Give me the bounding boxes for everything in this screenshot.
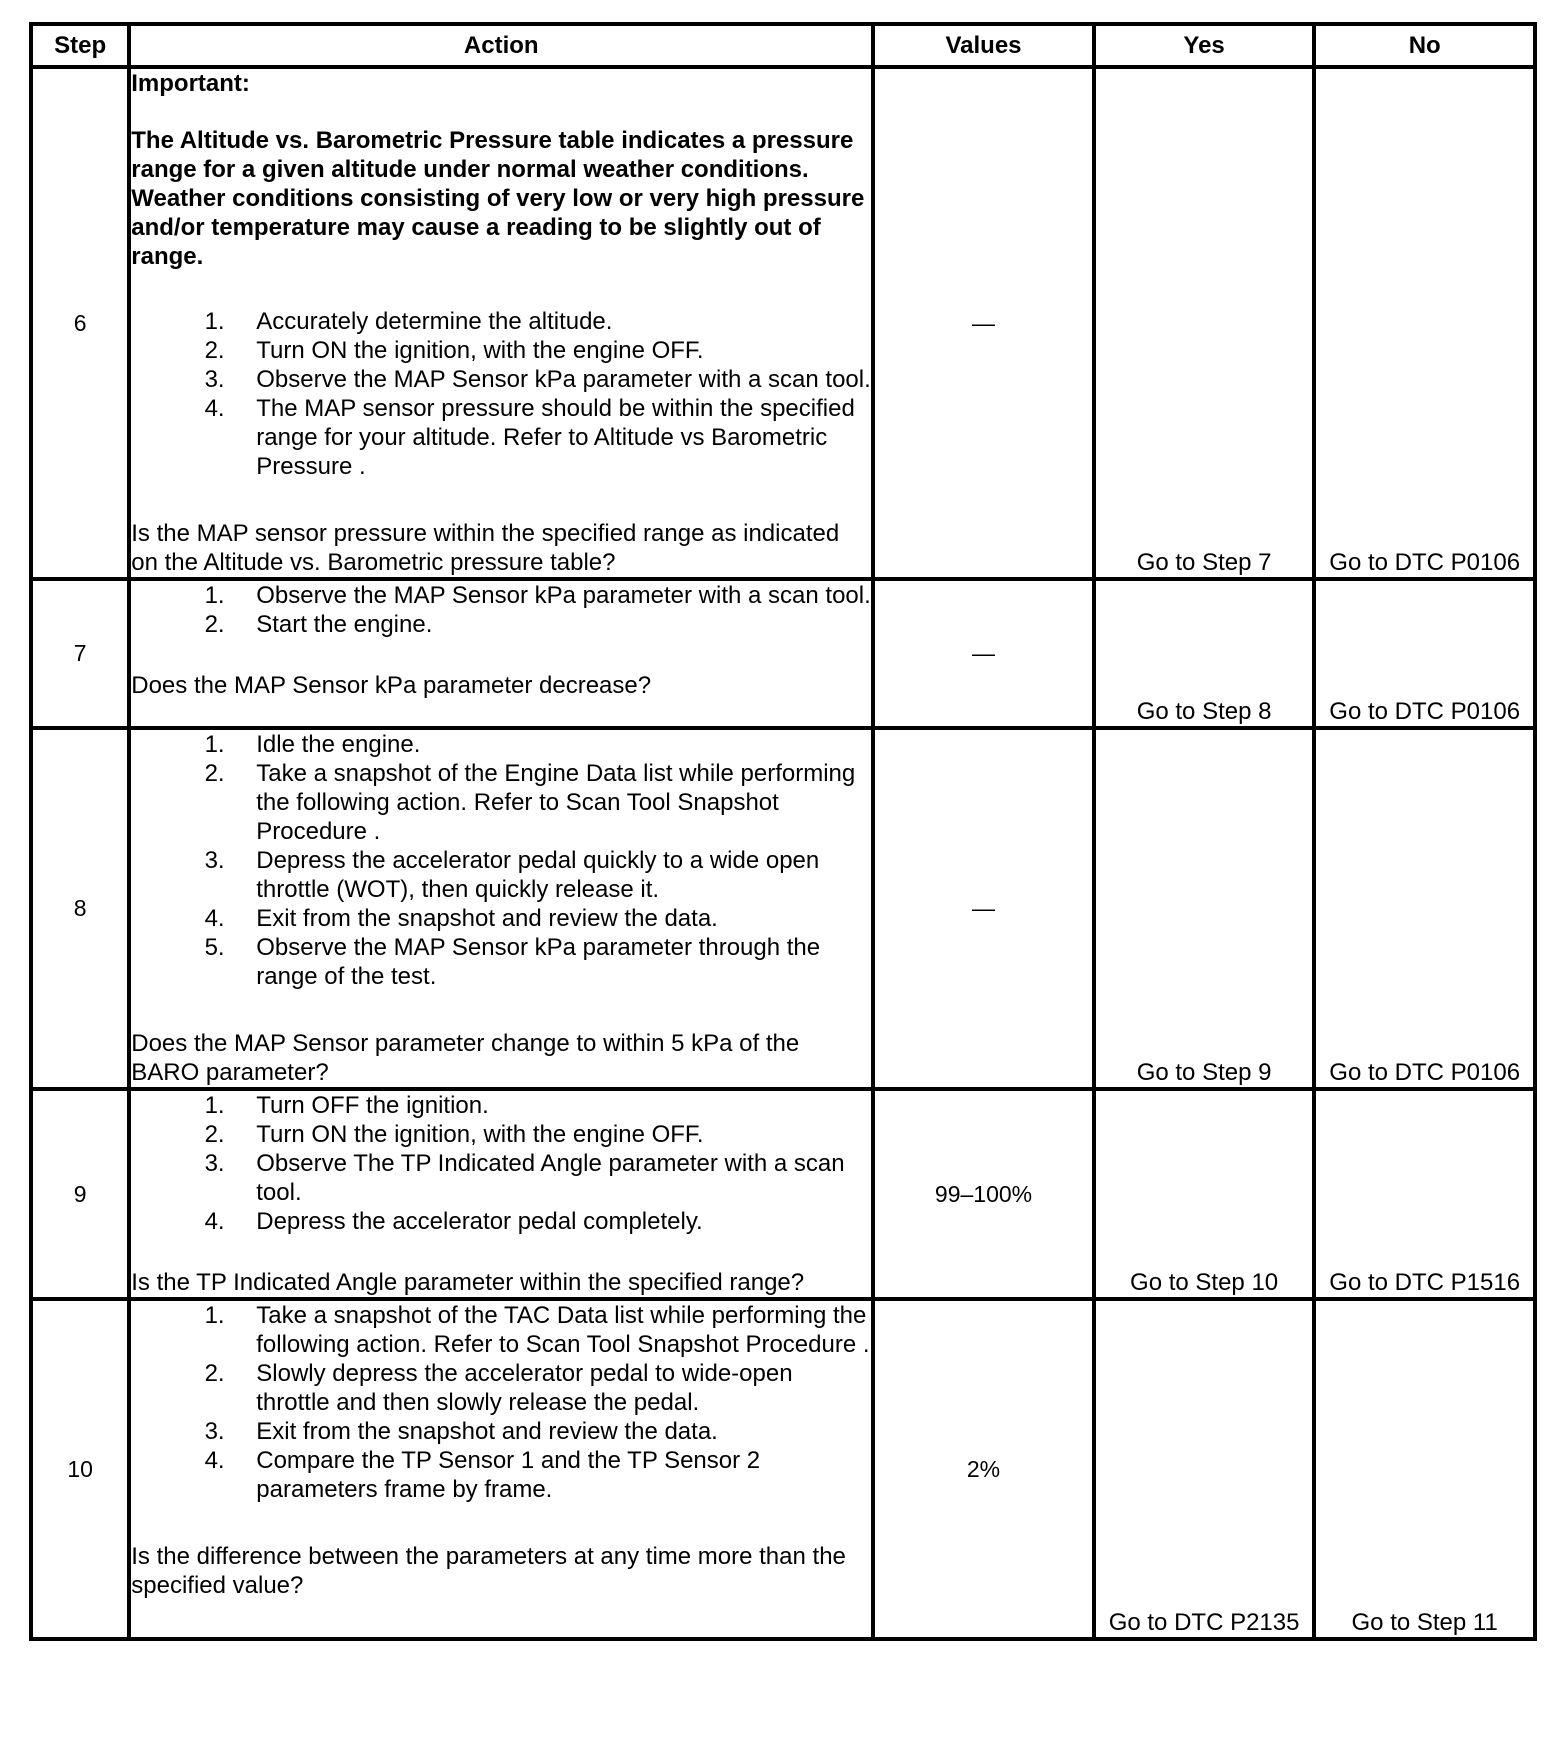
list-item: 3. Depress the accelerator pedal quickly to a wide open throttle (WOT), then quickly release it. bbox=[231, 846, 871, 904]
yes-cell: Go to DTC P2135 bbox=[1094, 1299, 1315, 1639]
header-step: Step bbox=[31, 24, 129, 67]
table-row-step-10 bbox=[31, 1299, 1535, 1639]
list-item: 1. Accurately determine the altitude. bbox=[231, 307, 871, 336]
no-cell: Go to DTC P0106 bbox=[1314, 579, 1535, 728]
list-item: 4. Depress the accelerator pedal completely. bbox=[231, 1207, 871, 1236]
step-number: 9 bbox=[31, 1089, 129, 1299]
yes-cell: Go to Step 9 bbox=[1094, 728, 1315, 1089]
values-cell: 99–100% bbox=[873, 1089, 1094, 1299]
list-item: 5. Observe the MAP Sensor kPa parameter through the range of the test. bbox=[231, 933, 871, 991]
step-number: 8 bbox=[31, 728, 129, 1089]
list-item: 1. Take a snapshot of the TAC Data list while performing the following action. Refer to Scan Tool Snapshot Procedure . bbox=[231, 1301, 871, 1359]
header-no: No bbox=[1314, 24, 1535, 67]
values-cell: — bbox=[873, 67, 1094, 579]
table-row-step-8 bbox=[31, 728, 1535, 1089]
table-row-step-9 bbox=[31, 1089, 1535, 1299]
question-text: Is the MAP sensor pressure within the specified range as indicated on the Altitude vs. Barometric pressure table? bbox=[131, 520, 840, 576]
no-cell: Go to DTC P0106 bbox=[1314, 728, 1535, 1089]
step-number: 10 bbox=[31, 1299, 129, 1639]
list-item: 2. Turn ON the ignition, with the engine OFF. bbox=[231, 336, 871, 365]
action-cell bbox=[129, 728, 873, 1089]
list-item: 1. Turn OFF the ignition. bbox=[231, 1091, 871, 1120]
yes-cell: Go to Step 8 bbox=[1094, 579, 1315, 728]
no-cell: Go to DTC P1516 bbox=[1314, 1089, 1535, 1299]
no-cell: Go to Step 11 bbox=[1314, 1299, 1535, 1639]
list-item: 3. Exit from the snapshot and review the data. bbox=[231, 1417, 871, 1446]
values-cell: — bbox=[873, 728, 1094, 1089]
list-item: 4. The MAP sensor pressure should be within the specified range for your altitude. Refer to Altitude vs Barometric Pressure . bbox=[231, 394, 871, 481]
yes-cell: Go to Step 7 bbox=[1094, 67, 1315, 579]
action-list bbox=[131, 1301, 871, 1504]
list-item: 2. Start the engine. bbox=[231, 610, 871, 639]
yes-cell: Go to Step 10 bbox=[1094, 1089, 1315, 1299]
action-list bbox=[131, 1091, 871, 1236]
list-item: 2. Take a snapshot of the Engine Data list while performing the following action. Refer to Scan Tool Snapshot Procedure . bbox=[231, 759, 871, 846]
action-cell bbox=[129, 1299, 873, 1639]
question-text: Does the MAP Sensor kPa parameter decrease? bbox=[131, 672, 652, 699]
header-yes: Yes bbox=[1094, 24, 1315, 67]
action-list bbox=[131, 307, 871, 481]
list-item: 3. Observe The TP Indicated Angle parameter with a scan tool. bbox=[231, 1149, 871, 1207]
list-item: 4. Exit from the snapshot and review the data. bbox=[231, 904, 871, 933]
header-action: Action bbox=[129, 24, 873, 67]
step-number: 7 bbox=[31, 579, 129, 728]
question-text: Is the difference between the parameters at any time more than the specified value? bbox=[131, 1543, 846, 1599]
values-cell: 2% bbox=[873, 1299, 1094, 1639]
header-values: Values bbox=[873, 24, 1094, 67]
header-row bbox=[31, 24, 1535, 67]
list-item: 3. Observe the MAP Sensor kPa parameter with a scan tool. bbox=[231, 365, 871, 394]
values-cell: — bbox=[873, 579, 1094, 728]
list-item: 1. Idle the engine. bbox=[231, 730, 871, 759]
list-item: 2. Turn ON the ignition, with the engine OFF. bbox=[231, 1120, 871, 1149]
table-row-step-7 bbox=[31, 579, 1535, 728]
important-note: The Altitude vs. Barometric Pressure table indicates a pressure range for a given altitude under normal weather conditions. Weather conditions consisting of very low or very high pressure and/or temperature may cause a reading to be slightly out of range. bbox=[131, 127, 865, 270]
action-cell bbox=[129, 67, 873, 579]
action-cell bbox=[129, 579, 873, 728]
important-label: Important: bbox=[131, 70, 250, 97]
table-row-step-6 bbox=[31, 67, 1535, 579]
step-number: 6 bbox=[31, 67, 129, 579]
list-item: 4. Compare the TP Sensor 1 and the TP Sensor 2 parameters frame by frame. bbox=[231, 1446, 871, 1504]
action-cell bbox=[129, 1089, 873, 1299]
list-item: 1. Observe the MAP Sensor kPa parameter with a scan tool. bbox=[231, 581, 871, 610]
question-text: Is the TP Indicated Angle parameter within the specified range? bbox=[131, 1269, 805, 1296]
question-text: Does the MAP Sensor parameter change to within 5 kPa of the BARO parameter? bbox=[131, 1030, 800, 1086]
no-cell: Go to DTC P0106 bbox=[1314, 67, 1535, 579]
diagnostic-table bbox=[29, 22, 1537, 1641]
list-item: 2. Slowly depress the accelerator pedal to wide-open throttle and then slowly release the pedal. bbox=[231, 1359, 871, 1417]
action-list bbox=[131, 730, 871, 991]
action-list bbox=[131, 581, 871, 639]
